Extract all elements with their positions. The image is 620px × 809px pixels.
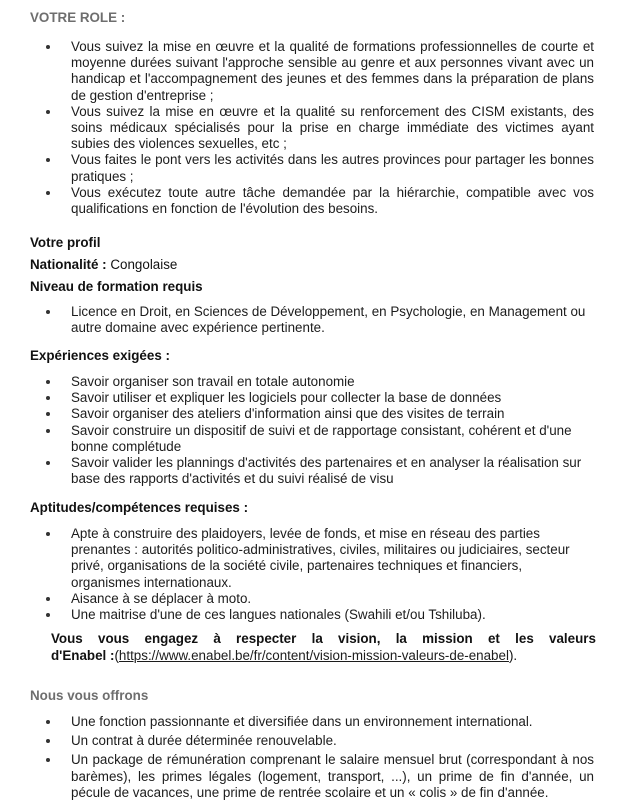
list-item: Un package de rémunération comprenant le salaire mensuel brut (correspondant à nos barèmes), les primes légales (logement, transport, ...), un prime de fin d'année, un pécule de vacances, une prime de rentrée scolaire et un « colis » de fin d'année.: [0, 752, 620, 801]
nationality-value: Congolaise: [106, 257, 178, 272]
experience-list: [0, 374, 620, 487]
enabel-values-link[interactable]: https://www.enabel.be/fr/content/vision-mission-valeurs-de-enabel: [118, 647, 509, 663]
list-item: Vous suivez la mise en œuvre et la qualité su renforcement des CISM existants, des soins médicaux spécialisés pour la prise en charge immédiate des victimes ayant subies des violences sexuelles, etc ;: [0, 104, 620, 153]
bullet-icon: [46, 412, 50, 416]
experience-heading: Expériences exigées :: [30, 348, 170, 363]
list-item: Vous faites le pont vers les activités dans les autres provinces pour partager les bonnes pratiques ;: [0, 152, 620, 184]
list-item: Licence en Droit, en Sciences de Développement, en Psychologie, en Management ou autre domaine avec expérience pertinente.: [0, 304, 620, 336]
nationality-label: Nationalité :: [30, 257, 107, 272]
bullet-icon: [46, 396, 50, 400]
role-heading: VOTRE ROLE :: [30, 10, 126, 25]
bullet-icon: [46, 310, 50, 314]
bullet-icon: [46, 158, 50, 162]
bullet-icon: [46, 461, 50, 465]
skills-heading: Aptitudes/compétences requises :: [30, 500, 249, 515]
bullet-icon: [46, 758, 50, 762]
bullet-icon: [46, 429, 50, 433]
education-list: [0, 304, 620, 336]
offer-heading: Nous vous offrons: [30, 688, 149, 703]
bullet-icon: [46, 110, 50, 114]
bullet-icon: [46, 45, 50, 49]
skills-list: [0, 526, 620, 623]
offer-list: [0, 714, 620, 801]
list-item: Savoir construire un dispositif de suivi et de rapportage consistant, cohérent et d'une bonne complétude: [0, 423, 620, 455]
list-item: Savoir valider les plannings d'activités des partenaires et en analyser la réalisation sur base des rapports d'activités et du suivi réalisé de visu: [0, 455, 620, 487]
role-list: [0, 39, 620, 217]
bullet-icon: [46, 597, 50, 601]
commitment-line-2: d'Enabel :(https://www.enabel.be/fr/content/vision-mission-valeurs-de-enabel).: [51, 647, 518, 663]
bullet-icon: [46, 532, 50, 536]
list-item: Une fonction passionnante et diversifiée dans un environnement international.: [0, 714, 620, 730]
bullet-icon: [46, 191, 50, 195]
list-item: Un contrat à durée déterminée renouvelable.: [0, 733, 620, 749]
list-item: Aisance à se déplacer à moto.: [0, 591, 620, 607]
profile-heading: Votre profil: [30, 235, 101, 250]
bullet-icon: [46, 720, 50, 724]
bullet-icon: [46, 613, 50, 617]
bullet-icon: [46, 739, 50, 743]
bullet-icon: [46, 380, 50, 384]
list-item: Savoir organiser son travail en totale autonomie: [0, 374, 620, 390]
list-item: Vous exécutez toute autre tâche demandée par la hiérarchie, compatible avec vos qualifications en fonction de l'évolution des besoins.: [0, 185, 620, 217]
education-heading: Niveau de formation requis: [30, 279, 203, 294]
list-item: Apte à construire des plaidoyers, levée de fonds, et mise en réseau des parties prenantes : autorités politico-administratives, civiles, militaires ou judiciaires, secteur privé, organisations de la société civile, partenaires techniques et financiers, organismes internationaux.: [0, 526, 620, 591]
list-item: Savoir utiliser et expliquer les logiciels pour collecter la base de données: [0, 390, 620, 406]
nationality-line: [30, 257, 177, 272]
list-item: Savoir organiser des ateliers d'information ainsi que des visites de terrain: [0, 406, 620, 422]
list-item: Vous suivez la mise en œuvre et la qualité de formations professionnelles de courte et moyenne durées suivant l'approche sensible au genre et aux personnes vivant avec un handicap et l'accompagnement des jeunes et des femmes dans la préparation de plans de gestion d'entreprise ;: [0, 39, 620, 104]
commitment-line-1: Vous vous engagez à respecter la vision, la mission et les valeurs: [51, 631, 596, 646]
commitment-statement: [51, 631, 596, 664]
list-item: Une maitrise d'une de ces langues nationales (Swahili et/ou Tshiluba).: [0, 607, 620, 623]
